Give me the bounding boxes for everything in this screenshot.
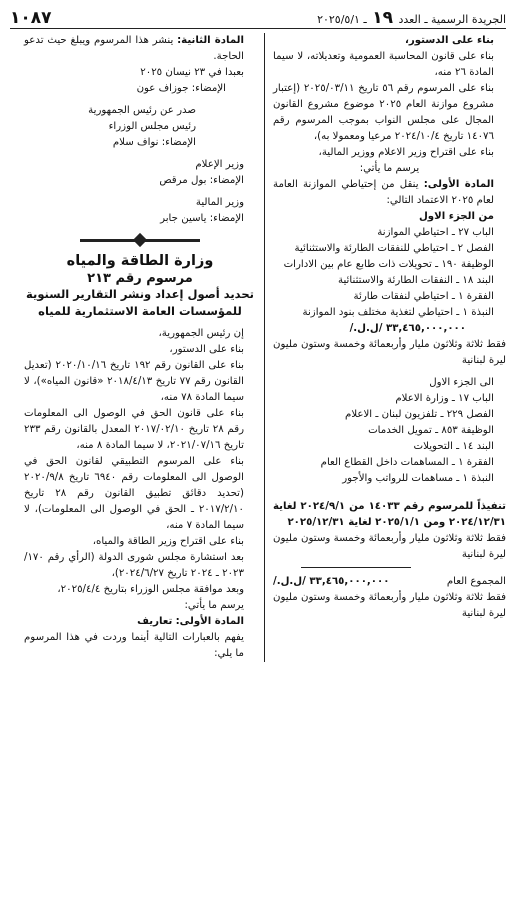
budget-line: النبذة ١ ـ مساهمات للرواتب والأجور <box>342 473 494 484</box>
left-column <box>24 33 265 662</box>
budget-line: الفصل ٢ ـ احتياطي للنفقات الطارئة والاستثنائية <box>294 243 494 254</box>
clause: إن رئيس الجمهورية، <box>158 328 244 339</box>
decree-formula: يرسم ما يأتي: <box>359 163 420 174</box>
divider <box>301 567 411 568</box>
clause: بناء على القانون رقم ١٩٢ تاريخ ٢٠٢٠/١٠/١٦ (تعديل القانون رقم ٧٧ تاريخ ٢٠١٨/٤/١٣ «قانون المياه»)، لا سيما المادة ٧٨ منه، <box>24 360 244 403</box>
clause: بناء على المرسوم رقم ٥٦ تاريخ ٢٠٢٥/٠٣/١١ (إعتبار مشروع موازنة العام ٢٠٢٥ موضوع مشروع القانون المجال على مجلس النواب بموجب المرسوم رقم ١٤٠٧٦ تاريخ ٢٠٢٤/١٠/٤ مرعيا ومعمولا به)، <box>273 83 495 142</box>
decree-title: مرسوم رقم ٢١٣ <box>87 271 193 286</box>
section-ornament <box>24 233 256 247</box>
article-text: ينقل من إحتياطي الموازنة العامة لعام ٢٠٢٥ الاعتماد التالي: <box>273 179 494 206</box>
budget-line: الفقرة ١ ـ احتياطي لنفقات طارئة <box>353 291 494 302</box>
ministry-title: وزارة الطاقة والمياه <box>66 253 214 269</box>
budget-line: النبذة ١ ـ احتياطي لتغذية مختلف بنود الموازنة <box>302 307 494 318</box>
signature: الإمضاء: جوزاف عون <box>136 83 226 94</box>
article-text: ينشر هذا المرسوم ويبلغ حيث تدعو الحاجة. <box>24 35 244 62</box>
article-1 <box>273 177 506 209</box>
clause: وبعد موافقة مجلس الوزراء بتاريخ ٢٠٢٥/٤/٤، <box>57 584 244 595</box>
signature: الإمضاء: ياسين جابر <box>160 213 244 224</box>
signer-title: رئيس مجلس الوزراء <box>108 121 196 132</box>
total-words: فقط ثلاثة وثلاثون مليار وأربعمائة وخمسة وستون مليون ليرة لبنانية <box>273 592 506 619</box>
right-column <box>265 33 506 662</box>
budget-line: الفقرة ١ ـ المساهمات داخل القطاع العام <box>320 457 494 468</box>
execution-words: فقط ثلاثة وثلاثون مليار وأربعمائة وخمسة وستون مليون ليرة لبنانية <box>273 533 506 560</box>
article-1-heading <box>24 614 256 630</box>
clause: بعد استشارة مجلس شورى الدولة (الرأي رقم ١٧٠/ ٢٠٢٣ ـ ٢٠٢٤ تاريخ ٢٠٢٤/٦/٢٧)، <box>24 552 244 579</box>
article-label: المادة الثانية: <box>177 35 244 46</box>
place-date: بعبدا في ٢٣ نيسان ٢٠٢٥ <box>140 67 244 78</box>
article-label: المادة الأولى: <box>175 616 244 627</box>
article-text: يفهم بالعبارات التالية أينما وردت في هذا المرسوم ما يلي: <box>24 632 244 659</box>
issue-number: ١٩ <box>372 8 393 28</box>
clause: بناء على اقتراح وزير الاعلام ووزير المالية، <box>318 147 494 158</box>
page-header <box>10 6 506 29</box>
signer-title: وزير الإعلام <box>195 159 244 170</box>
article-2 <box>24 33 256 65</box>
budget-line: الوظيفة ١٩٠ ـ تحويلات ذات طابع عام بين الادارات <box>283 259 494 270</box>
page-number: ١٠٨٧ <box>10 8 52 28</box>
gazette-name: الجريدة الرسمية ـ العدد <box>398 13 506 26</box>
budget-line: الفصل ٢٢٩ ـ تلفزيون لبنان ـ الاعلام <box>345 409 494 420</box>
decree-subject: تحديد أصول إعداد ونشر التقارير السنوية للمؤسسات العامة الاستثمارية للمياه <box>26 287 254 318</box>
budget-line: الباب ١٧ ـ وزارة الاعلام <box>395 393 494 404</box>
signature: الإمضاء: بول مرقص <box>159 175 244 186</box>
from-part: من الجزء الاول <box>418 211 494 222</box>
clause: بناء على قانون المحاسبة العمومية وتعديلاته، لا سيما المادة ٢٦ منه، <box>273 51 494 78</box>
clause: بناء على قانون الحق في الوصول الى المعلومات رقم ٢٨ تاريخ ٢٠١٧/٠٢/١٠ المعدل بالقانون رقم ٢٣٣ تاريخ ٢٠٢١/٠٧/١٦، لا سيما المادة ٨ منه، <box>24 408 244 451</box>
budget-line: الباب ٢٧ ـ احتياطي الموازنة <box>377 227 494 238</box>
header-title <box>317 8 506 28</box>
signature: الإمضاء: نواف سلام <box>112 137 196 148</box>
issued-by: صدر عن رئيس الجمهورية <box>88 105 196 116</box>
clause: بناء على الدستور، <box>404 35 494 46</box>
budget-line: البند ١٤ ـ التحويلات <box>413 441 494 452</box>
to-part: الى الجزء الاول <box>429 377 494 388</box>
article-title: تعاريف <box>137 616 173 627</box>
decree-formula: يرسم ما يأتي: <box>184 600 244 611</box>
issue-date: ـ ٢٠٢٥/٥/١ <box>317 13 367 26</box>
signer-title: وزير المالية <box>195 197 244 208</box>
total-row <box>273 574 506 590</box>
amount: ٣٣,٤٦٥,٠٠٠,٠٠٠ /ل.ل./ <box>349 323 466 334</box>
clause: بناء على الدستور، <box>169 344 244 355</box>
total-amount: ٣٣,٤٦٥,٠٠٠,٠٠٠ /ل.ل./ <box>273 576 390 587</box>
clause: بناء على المرسوم التطبيقي لقانون الحق في الوصول الى المعلومات رقم ٦٩٤٠ تاريخ ٢٠٢٠/٩/٨ (تحديد دقائق تطبيق القانون رقم ٢٨ تاريخ ٢٠١٧/٢/١٠ ـ الحق في الوصول الى المعلومات)، لا سيما المادة ٧ منه، <box>24 456 244 531</box>
total-label: المجموع العام <box>446 576 506 587</box>
article-label: المادة الأولى: <box>423 179 494 190</box>
execution-title: تنفيذاً للمرسوم رقم ١٤٠٣٣ من ٢٠٢٤/٩/١ لغاية ٢٠٢٤/١٢/٣١ ومن ٢٠٢٥/١/١ لغاية ٢٠٢٥/١٢/٣١ <box>273 501 506 528</box>
amount-words: فقط ثلاثة وثلاثون مليار وأربعمائة وخمسة وستون مليون ليرة لبنانية <box>273 339 506 366</box>
budget-line: البند ١٨ ـ النفقات الطارئة والاستثنائية <box>338 275 494 286</box>
clause: بناء على اقتراح وزير الطاقة والمياه، <box>92 536 244 547</box>
budget-line: الوظيفة ٨٥٣ ـ تمويل الخدمات <box>368 425 494 436</box>
